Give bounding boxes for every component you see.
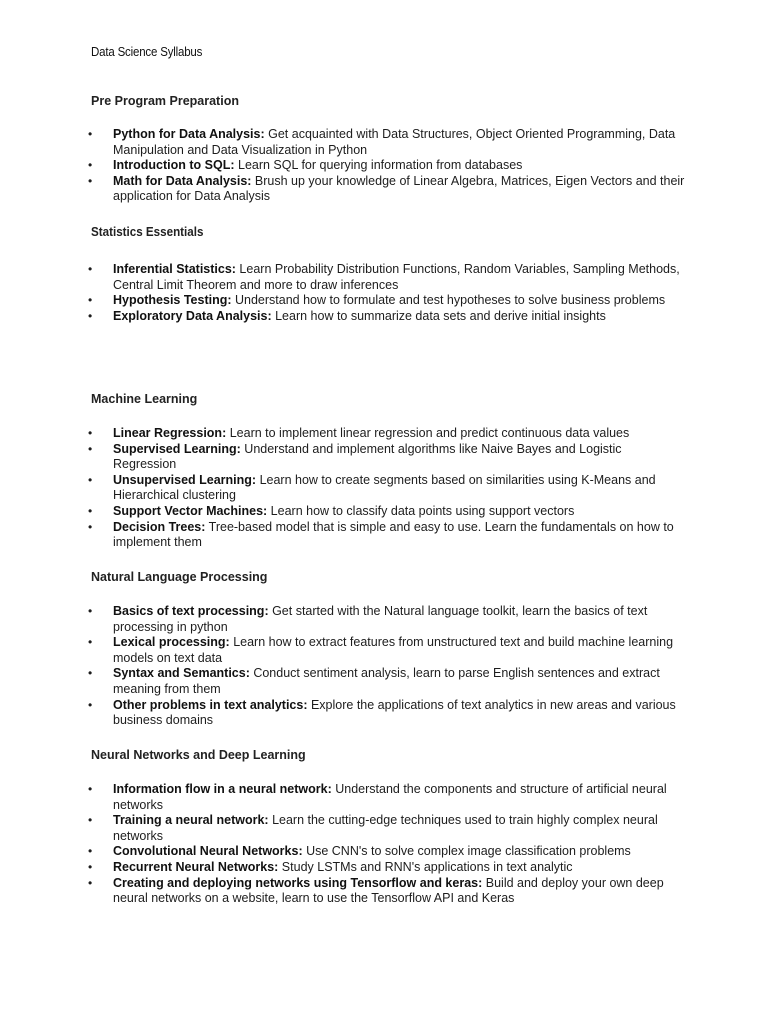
bullet-icon: • xyxy=(88,604,93,618)
item-term: Lexical processing: xyxy=(113,635,230,650)
section-list-neural-networks xyxy=(88,782,688,907)
item-description: Understand and implement algorithms like Naive Bayes and Logistic Regression xyxy=(113,441,622,472)
section-heading-statistics: Statistics Essentials xyxy=(91,225,204,239)
item-term: Exploratory Data Analysis: xyxy=(113,308,272,323)
item-description: Learn to implement linear regression and predict continuous data values xyxy=(226,426,630,440)
bullet-icon: • xyxy=(88,158,93,173)
item-term: Python for Data Analysis: xyxy=(113,127,265,141)
item-term: Basics of text processing: xyxy=(113,604,269,618)
item-description: Tree-based model that is simple and easy to use. Learn the fundamentals on how to implement them xyxy=(113,519,674,550)
bullet-icon: • xyxy=(88,859,93,874)
bullet-icon: • xyxy=(88,782,93,796)
bullet-icon: • xyxy=(88,173,93,188)
list-item xyxy=(88,635,688,666)
list-item xyxy=(88,844,688,860)
item-description: Use CNN's to solve complex image classification problems xyxy=(302,844,631,859)
bullet-icon: • xyxy=(88,293,93,308)
item-term: Decision Trees: xyxy=(113,519,206,534)
bullet-icon: • xyxy=(88,697,93,712)
section-heading-pre-program: Pre Program Preparation xyxy=(91,94,239,108)
item-term: Hypothesis Testing: xyxy=(113,293,232,308)
list-item xyxy=(88,876,688,907)
item-description: Get acquainted with Data Structures, Object Oriented Programming, Data Manipulation and Data Visualization in Python xyxy=(113,127,676,157)
section-heading-machine-learning: Machine Learning xyxy=(91,392,198,406)
item-description: Learn the cutting-edge techniques used to train highly complex neural networks xyxy=(113,813,658,843)
section-list-machine-learning xyxy=(88,426,688,551)
item-term: Linear Regression: xyxy=(113,426,227,440)
item-term: Other problems in text analytics: xyxy=(113,697,308,712)
list-item xyxy=(88,473,688,504)
item-term: Support Vector Machines: xyxy=(113,503,268,518)
bullet-icon: • xyxy=(88,426,93,440)
item-term: Unsupervised Learning: xyxy=(113,472,257,487)
item-term: Recurrent Neural Networks: xyxy=(113,859,279,874)
bullet-icon: • xyxy=(88,472,93,487)
bullet-icon: • xyxy=(88,666,93,681)
list-item xyxy=(88,698,688,729)
item-description: Learn SQL for querying information from databases xyxy=(234,158,523,173)
item-description: Build and deploy your own deep neural networks on a website, learn to use the Tensorflow API and Keras xyxy=(113,875,664,906)
item-description: Learn how to create segments based on similarities using K-Means and Hierarchical clustering xyxy=(113,472,656,503)
item-description: Learn how to summarize data sets and derive initial insights xyxy=(271,308,606,323)
item-description: Understand the components and structure of artificial neural networks xyxy=(113,782,667,812)
document-title: Data Science Syllabus xyxy=(91,45,203,59)
item-term: Introduction to SQL: xyxy=(113,158,235,173)
bullet-icon: • xyxy=(88,441,93,456)
list-item xyxy=(88,520,688,551)
item-description: Learn how to extract features from unstructured text and build machine learning models on text data xyxy=(113,635,674,665)
list-item xyxy=(88,442,688,473)
section-heading-neural-networks: Neural Networks and Deep Learning xyxy=(91,748,306,762)
item-description: Learn Probability Distribution Functions, Random Variables, Sampling Methods, Central Limit Theorem and more to draw inferences xyxy=(113,262,680,292)
item-description: Conduct sentiment analysis, learn to parse English sentences and extract meaning from them xyxy=(113,666,660,696)
item-term: Creating and deploying networks using Tensorflow and keras: xyxy=(113,875,483,890)
bullet-icon: • xyxy=(88,503,93,518)
bullet-icon: • xyxy=(88,262,93,276)
list-item xyxy=(88,309,688,325)
list-item xyxy=(88,127,688,158)
item-description: Study LSTMs and RNN's applications in text analytic xyxy=(278,859,573,874)
item-term: Convolutional Neural Networks: xyxy=(113,844,303,859)
list-item xyxy=(88,293,688,309)
item-term: Training a neural network: xyxy=(113,813,269,828)
list-item xyxy=(88,174,688,205)
list-item xyxy=(88,666,688,697)
section-list-statistics xyxy=(88,262,688,324)
item-term: Syntax and Semantics: xyxy=(113,666,250,681)
bullet-icon: • xyxy=(88,844,93,859)
item-term: Information flow in a neural network: xyxy=(113,782,332,796)
list-item xyxy=(88,813,688,844)
list-item xyxy=(88,262,688,293)
bullet-icon: • xyxy=(88,635,93,650)
list-item xyxy=(88,504,688,520)
item-description: Explore the applications of text analytics in new areas and various business domains xyxy=(113,697,676,728)
item-term: Math for Data Analysis: xyxy=(113,173,252,188)
item-description: Get started with the Natural language toolkit, learn the basics of text processing in python xyxy=(113,604,648,634)
bullet-icon: • xyxy=(88,308,93,323)
list-item xyxy=(88,604,688,635)
section-heading-nlp: Natural Language Processing xyxy=(91,570,268,584)
item-term: Supervised Learning: xyxy=(113,441,241,456)
bullet-icon: • xyxy=(88,127,93,141)
bullet-icon: • xyxy=(88,813,93,828)
section-list-pre-program xyxy=(88,127,688,205)
section-list-nlp xyxy=(88,604,688,729)
item-term: Inferential Statistics: xyxy=(113,262,236,276)
bullet-icon: • xyxy=(88,875,93,890)
item-description: Understand how to formulate and test hypotheses to solve business problems xyxy=(231,293,666,308)
list-item xyxy=(88,782,688,813)
bullet-icon: • xyxy=(88,519,93,534)
list-item xyxy=(88,860,688,876)
item-description: Brush up your knowledge of Linear Algebra, Matrices, Eigen Vectors and their application for Data Analysis xyxy=(113,173,685,204)
list-item xyxy=(88,426,688,442)
item-description: Learn how to classify data points using support vectors xyxy=(267,503,575,518)
list-item xyxy=(88,158,688,174)
